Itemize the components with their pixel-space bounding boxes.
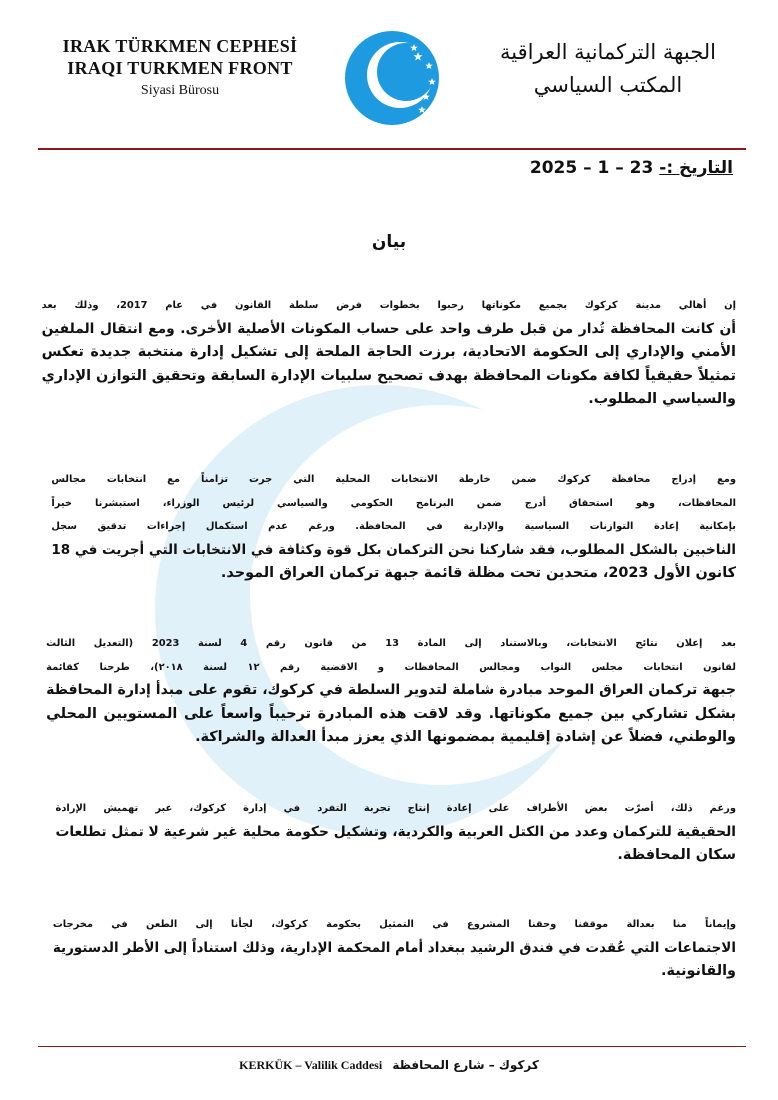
paragraph-line: والوطني، فضلاً عن إشادة إقليمية بمضمونها الذي يعزز مبدأ العدالة والشراكة. [195,729,736,746]
paragraph-line: ورغم ذلك، أصرّت بعض الأطراف على إعادة إنتاج تجربة التفرد في إدارة كركوك، عبر تهميش الإرادة [55,803,736,814]
footer-divider [38,1046,746,1047]
paragraph-line: أن كانت المحافظة تُدار من قبل طرف واحد على حساب المكونات الأصلية الأخرى. ومع انتقال الملفين [41,320,736,337]
paragraph-line: الاجتماعات التي عُقدت في فندق الرشيد ببغداد أمام المحكمة الإدارية، وذلك استناداً إلى الأطر الدستورية [52,939,736,956]
paragraph-line: الأمني والإداري إلى الحكومة الاتحادية، برزت الحاجة الملحة إلى تشكيل إدارة منتخبة جديدة تعكس [41,344,736,361]
paragraph-line: لقانون انتخابات مجلس النواب ومجالس المحافظات و الاقضية رقم ١٢ لسنة ٢٠١٨)، طرحنا كقائمة [46,661,736,673]
paragraph-line: إن أهالي مدينة كركوك بجميع مكوناتها رحبوا بخطوات فرض سلطة القانون في عام 2017، وذلك بعد [41,300,736,311]
paragraph-line: تمثيلاً حقيقياً لكافة مكونات المحافظة بهدف تصحيح سلبيات الإدارة السابقة وتحقيق التوازن الإداري [41,367,736,384]
paragraph-line: بشكل تشاركي بين جميع مكوناتها. وقد لاقت هذه المبادرة ترحيباً واسعاً على المستويين المحلي [46,705,736,722]
paragraph-line: ومع إدراج محافظة كركوك ضمن خارطة الانتخابات المحلية التي جرت تزامناً مع انتخابات مجالس [51,474,736,485]
org-name-turkish: IRAK TÜRKMEN CEPHESİ [62,36,298,56]
paragraph [46,632,736,750]
paragraph-line: والسياسي المطلوب. [588,391,736,408]
date-label: التاريخ :- [659,158,733,178]
paragraph [42,294,736,412]
statement-title: بيان [371,232,407,252]
paragraph-line: جبهة تركمان العراق الموحد مبادرة شاملة لتدوير السلطة في كركوك، تقوم على مبدأ إدارة المحافظة [46,682,736,699]
letterhead-latin [30,36,330,99]
paragraph-line: الناخبين بالشكل المطلوب، فقد شاركنا نحن التركمان بكل قوة وكثافة في الانتخابات التي أجريت في 18 [51,541,736,558]
paragraph-line: الحقيقية للتركمان وعدد من الكتل العربية والكردية، وتشكيل حكومة محلية غير شرعية لا تمثل تطلعات [55,823,736,840]
paragraph [53,913,736,984]
office-name-arabic: المكتب السياسي [533,72,683,97]
paragraph-line: كانون الأول 2023، متحدين تحت مظلة قائمة جبهة تركمان العراق الموحد. [220,565,736,582]
org-name-arabic: الجبهة التركمانية العراقية [500,40,716,64]
org-name-english: IRAQI TURKMEN FRONT [67,57,293,78]
footer-address-arabic: كركوك – شارع المحافظة [392,1058,539,1072]
letterhead [0,0,778,150]
paragraph-line: المحافظات، وهو استحقاق أدرج ضمن البرنامج الحكومي والسياسي لرئيس الوزراء، استبشرنا خيراً [51,497,736,509]
crescent-stars-logo-icon [330,28,460,128]
crescent-watermark-icon [150,360,650,860]
paragraph-line: بإمكانية إعادة التوازنات السياسية والإدارية في المحافظة. ورغم عدم استكمال إجراءات تدقيق سجل [51,521,736,533]
date-line [530,158,733,178]
footer-address [0,1058,778,1073]
paragraph-line: سكان المحافظة. [617,847,736,864]
office-name-turkish: Siyasi Bürosu [140,82,220,98]
paragraph-line: والقانونية. [661,963,736,980]
paragraph [51,468,736,586]
paragraph [55,797,736,868]
date-value: 2025 – 1 – 23 [529,158,654,178]
letterhead-arabic [478,36,738,101]
paragraph-line: وإيماناً منا بعدالة موقفنا وحقنا المشروع في التمثيل بحكومة كركوك، لجأنا إلى الطعن في مخرجات [52,919,736,930]
footer-address-turkish: KERKÜK – Valilik Caddesi [239,1058,383,1072]
paragraph-line: بعد إعلان نتائج الانتخابات، وبالاستناد إلى المادة 13 من قانون رقم 4 لسنة 2023 (التعديل الثالث [46,638,736,649]
